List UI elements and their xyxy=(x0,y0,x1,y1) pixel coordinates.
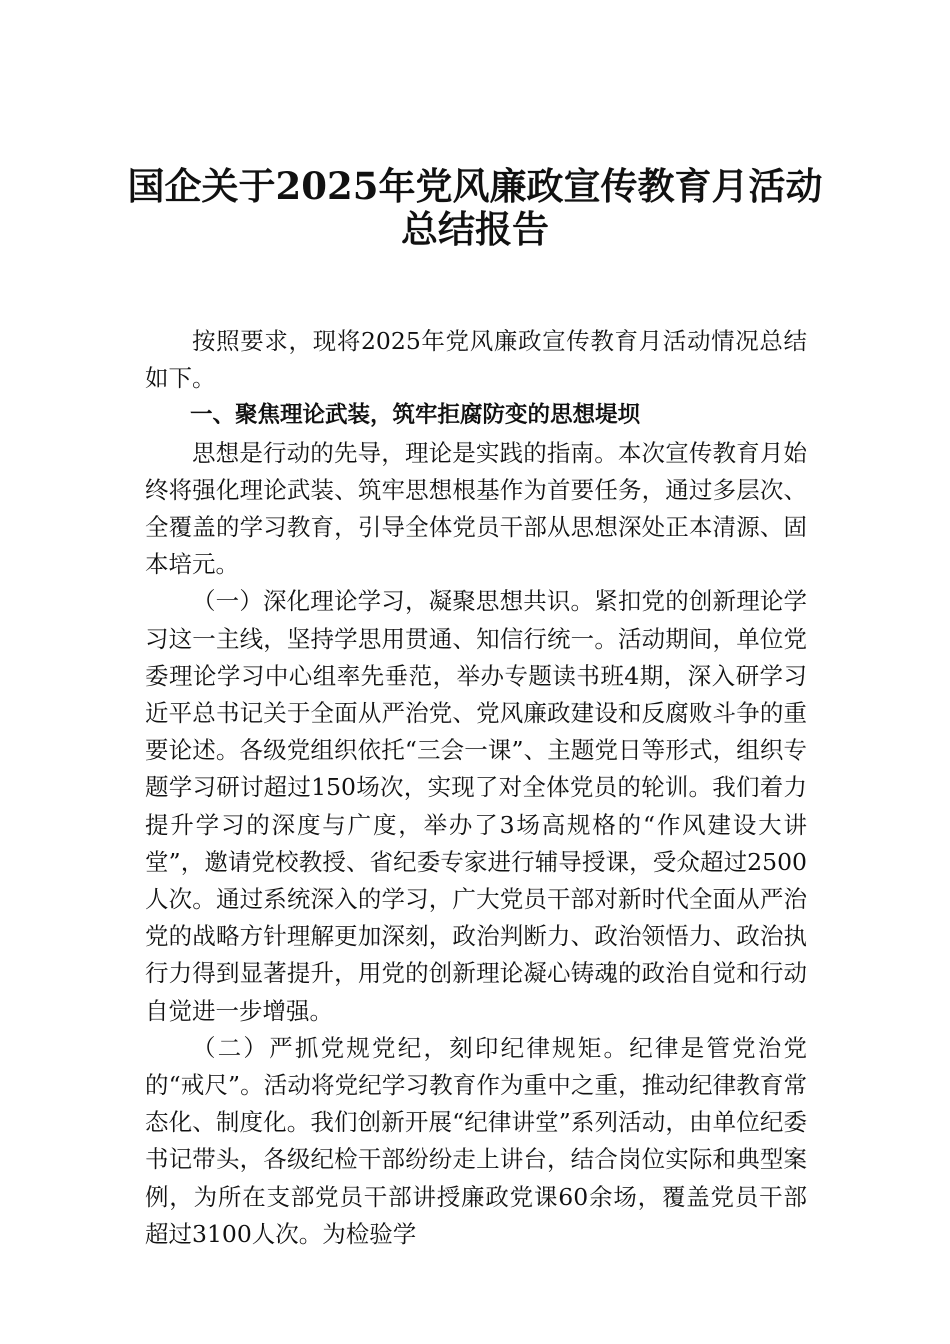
document-title-line2: 总结报告 xyxy=(401,207,549,251)
subsection1-text: 紧扣党的创新理论学习这一主线，坚持学思用贯通、知信行统一。活动期间，单位党委理论学习中心组率先垂范，举办专题读书班4期，深入研学习近平总书记关于全面从严治党、党风廉政建设和反腐败斗争的重要论述。各级党组织依托“三会一课”、主题党日等形式，组织专题学习研讨超过150场次，实现了对全体党员的轮训。我们着力提升学习的深度与广度，举办了3场高规格的“作风建设大讲堂”，邀请党校教授、省纪委专家进行辅导授课，受众超过2500人次。通过系统深入的学习，广大党员干部对新时代全面从严治党的战略方针理解更加深刻，政治判断力、政治领悟力、政治执行力得到显著提升，用党的创新理论凝心铸魂的政治自觉和行动自觉进一步增强。 xyxy=(145,587,808,1025)
document-body xyxy=(145,323,807,1253)
document-title-line1: 国企关于2025年党风廉政宣传教育月活动 xyxy=(127,164,823,208)
subsection1-lead: （一）深化理论学习，凝聚思想共识。 xyxy=(192,587,595,616)
section1-paragraph: 思想是行动的先导，理论是实践的指南。本次宣传教育月始终将强化理论武装、筑牢思想根基作为首要任务，通过多层次、全覆盖的学习教育，引导全体党员干部从思想深处正本清源、固本培元。 xyxy=(145,438,807,579)
subsection2-text: 纪律是管党治党的“戒尺”。活动将党纪学习教育作为重中之重，推动纪律教育常态化、制度化。我们创新开展“纪律讲堂”系列活动，由单位纪委书记带头，各级纪检干部纷纷走上讲台，结合岗位实际和典型案例，为所在支部党员干部讲授廉政党课60余场，覆盖党员干部超过3100人次。为检验学 xyxy=(145,1033,808,1248)
subsection2-lead: （二）严抓党规党纪，刻印纪律规矩。 xyxy=(192,1033,630,1062)
section1-heading: 一、聚焦理论武装，筑牢拒腐防变的思想堤坝 xyxy=(190,402,641,429)
subsection2-paragraph xyxy=(145,1030,807,1253)
subsection1-paragraph xyxy=(145,583,807,1029)
intro-paragraph: 按照要求，现将2025年党风廉政宣传教育月活动情况总结如下。 xyxy=(145,327,807,393)
